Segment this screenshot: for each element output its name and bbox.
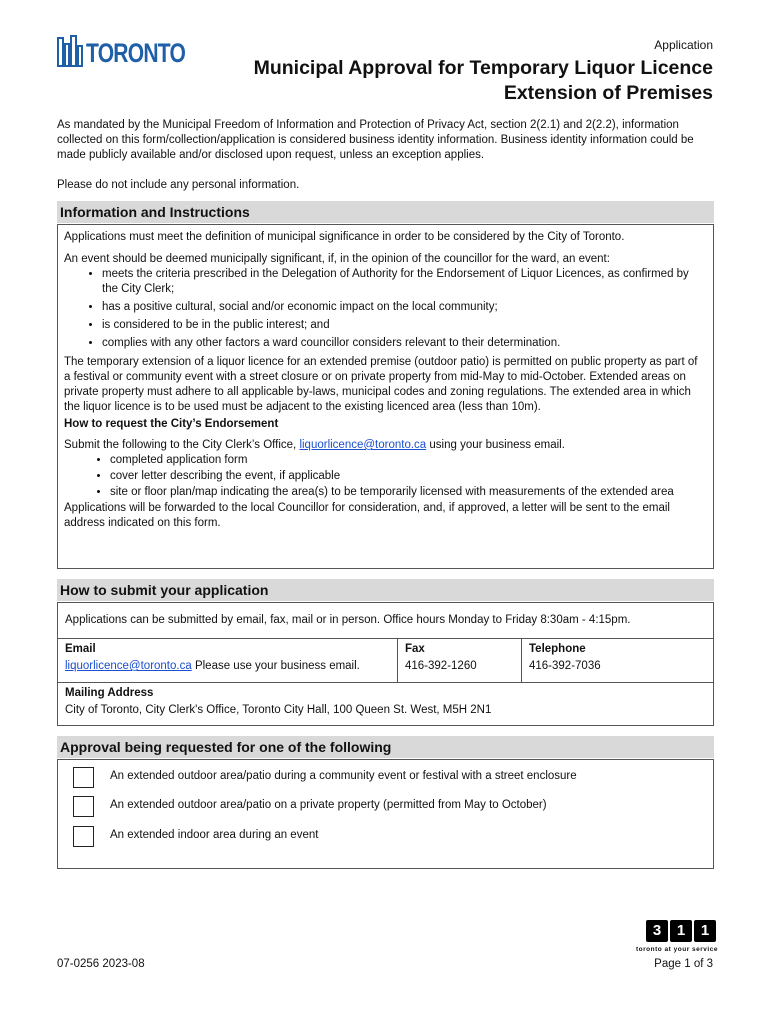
mailing-address <box>58 683 713 721</box>
how-to-request-heading: How to request the City’s Endorsement <box>64 418 279 430</box>
title-line-2: Extension of Premises <box>503 82 713 104</box>
privacy-notice: As mandated by the Municipal Freedom of Information and Protection of Privacy Act, section 2(2.1) and 2(2.2), information collected on this form/collection/application is considered business identity information. Business identity information could be made publicly available and/or disclosed upon request, unless an exception applies. <box>57 119 694 161</box>
contact-email-link[interactable]: liquorlicence@toronto.ca <box>65 660 192 672</box>
criteria-item: • meets the criteria prescribed in the Delegation of Authority for the Endorsement of Liquor Licences, as confirmed by the City Clerk; <box>102 267 706 297</box>
fax-label: Fax <box>405 643 425 655</box>
submit-suffix: using your business email. <box>426 439 565 451</box>
telephone-value: 416-392-7036 <box>529 660 601 672</box>
approval-checkbox-3[interactable] <box>73 826 94 847</box>
311-digit: 3 <box>646 920 668 942</box>
submission-item: • cover letter describing the event, if applicable <box>110 469 706 484</box>
criteria-item: • is considered to be in the public interest; and <box>102 318 706 333</box>
toronto-logo <box>56 34 186 70</box>
submit-section-box <box>57 602 714 726</box>
page-title <box>153 56 713 106</box>
info-section-heading: Information and Instructions <box>57 201 714 223</box>
311-tagline: toronto at your service <box>636 946 718 953</box>
approval-section-heading: Approval being requested for one of the following <box>57 736 714 758</box>
personal-info-note: Please do not include any personal information. <box>57 179 300 191</box>
311-logo <box>636 920 726 954</box>
311-digit: 1 <box>670 920 692 942</box>
approval-section-box <box>57 759 714 869</box>
info-paragraph-2: An event should be deemed municipally significant, if, in the opinion of the councillor for the ward, an event: <box>64 253 610 265</box>
criteria-item: • complies with any other factors a ward councillor considers relevant to their determination. <box>102 336 706 351</box>
email-cell <box>58 639 398 682</box>
title-line-1: Municipal Approval for Temporary Liquor Licence <box>253 57 713 79</box>
approval-option-label: An extended outdoor area/patio on a private property (permitted from May to October) <box>110 799 547 811</box>
telephone-label: Telephone <box>529 643 586 655</box>
info-paragraph-1: Applications must meet the definition of municipal significance in order to be considered by the City of Toronto. <box>64 231 625 243</box>
fax-cell <box>398 639 522 682</box>
fax-value: 416-392-1260 <box>405 660 477 672</box>
submit-intro: Applications can be submitted by email, fax, mail or in person. Office hours Monday to Friday 8:30am - 4:15pm. <box>58 603 713 639</box>
311-digit: 1 <box>694 920 716 942</box>
page-number: Page 1 of 3 <box>654 958 713 970</box>
criteria-list <box>64 267 706 351</box>
submission-list <box>64 453 706 500</box>
submission-item: • site or floor plan/map indicating the area(s) to be temporarily licensed with measurements of the extended area <box>110 485 706 500</box>
submit-section-heading: How to submit your application <box>57 579 714 601</box>
form-number: 07-0256 2023-08 <box>57 958 145 970</box>
mailing-address-value: City of Toronto, City Clerk's Office, Toronto City Hall, 100 Queen St. West, M5H 2N1 <box>65 704 492 716</box>
info-paragraph-3: The temporary extension of a liquor licence for an extended premise (outdoor patio) is permitted on public property as part of a festival or community event with a street closure or on private property from mid-May to mid-October. Extended areas on private property must adhere to all applicable by-laws, municipal codes and zoning regulations. The extended area in which the liquor licence is to be used must be adjacent to the existing licenced area (less than 10m). <box>64 356 698 413</box>
telephone-cell <box>522 639 713 682</box>
email-note: Please use your business email. <box>191 660 360 672</box>
info-paragraph-4: Applications will be forwarded to the local Councillor for consideration, and, if approved, a letter will be sent to the email address indicated on this form. <box>64 502 670 529</box>
email-link[interactable]: liquorlicence@toronto.ca <box>299 439 427 451</box>
info-section-box <box>57 224 714 569</box>
approval-option-label: An extended indoor area during an event <box>110 829 319 841</box>
criteria-item: • has a positive cultural, social and/or economic impact on the local community; <box>102 300 706 315</box>
intro-text <box>57 118 717 193</box>
submission-item: • completed application form <box>110 453 706 468</box>
mailing-address-label: Mailing Address <box>65 687 154 699</box>
contact-row <box>58 639 713 683</box>
logo-wordmark: TORONTO <box>86 38 186 68</box>
document-type-label: Application <box>654 38 713 52</box>
submit-prefix: Submit the following to the City Clerk’s Office, <box>64 439 300 451</box>
approval-checkbox-1[interactable] <box>73 767 94 788</box>
approval-checkbox-2[interactable] <box>73 796 94 817</box>
email-label: Email <box>65 643 96 655</box>
approval-option-label: An extended outdoor area/patio during a community event or festival with a street enclosure <box>110 770 577 782</box>
city-hall-icon <box>56 34 84 68</box>
submit-instructions <box>64 438 706 453</box>
